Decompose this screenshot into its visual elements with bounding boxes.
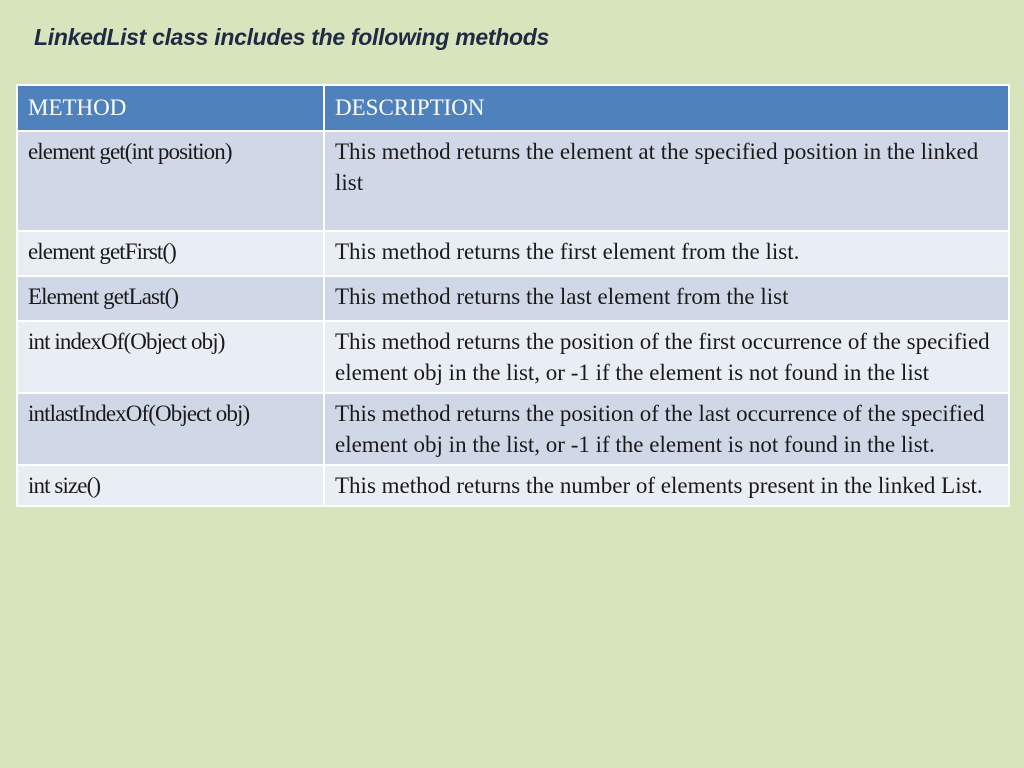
method-cell: int indexOf(Object obj) [17,321,324,393]
table-row [17,393,1009,465]
description-cell: This method returns the position of the last occurrence of the specified element obj in the list, or -1 if the element is not found in the list. [324,393,1009,465]
description-cell: This method returns the element at the specified position in the linked list [324,131,1009,231]
method-cell: element getFirst() [17,231,324,276]
table-row [17,231,1009,276]
column-header-description: DESCRIPTION [324,85,1009,131]
method-cell: int size() [17,465,324,506]
page-title: LinkedList class includes the following methods [34,24,549,50]
column-header-method: METHOD [17,85,324,131]
table-row [17,465,1009,506]
description-cell: This method returns the last element from the list [324,276,1009,321]
method-cell: intlastIndexOf(Object obj) [17,393,324,465]
methods-table [16,84,1010,507]
description-cell: This method returns the first element from the list. [324,231,1009,276]
table-header-row [17,85,1009,131]
table-row [17,276,1009,321]
description-cell: This method returns the number of elements present in the linked List. [324,465,1009,506]
table-row [17,321,1009,393]
method-cell: element get(int position) [17,131,324,231]
description-cell: This method returns the position of the first occurrence of the specified element obj in the list, or -1 if the element is not found in the list [324,321,1009,393]
method-cell: Element getLast() [17,276,324,321]
table-row [17,131,1009,231]
